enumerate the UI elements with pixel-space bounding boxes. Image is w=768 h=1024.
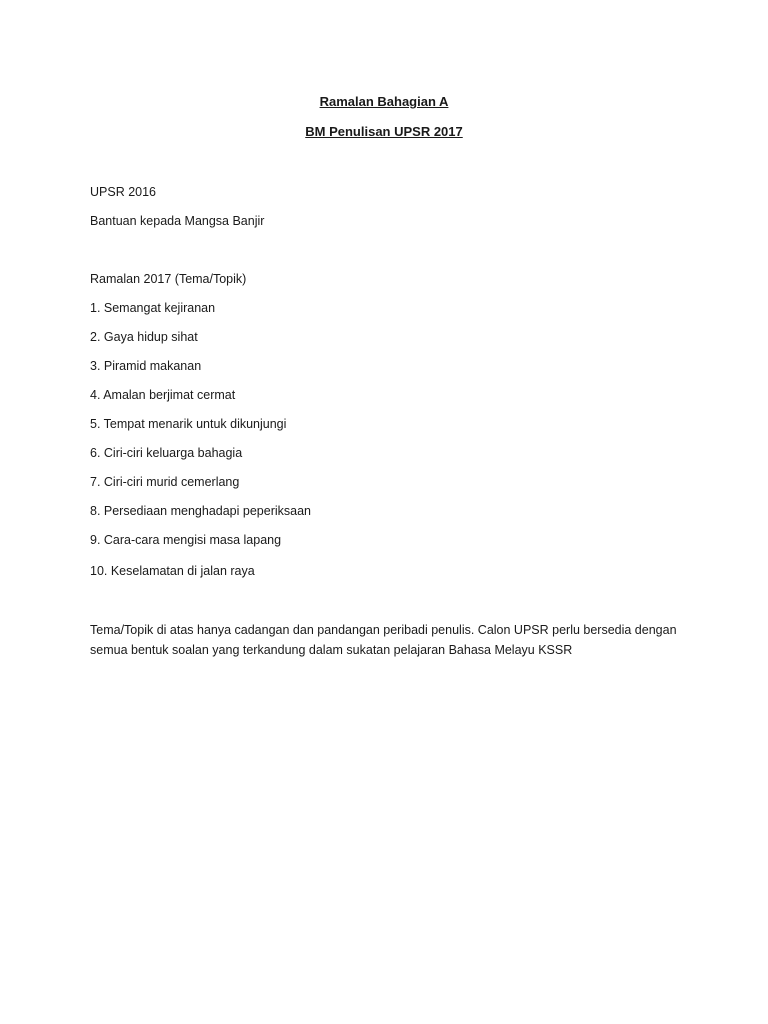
- document-subtitle: BM Penulisan UPSR 2017: [305, 124, 463, 139]
- forecast-item: 9. Cara-cara mengisi masa lapang: [90, 533, 282, 547]
- forecast-item: 5. Tempat menarik untuk dikunjungi: [90, 417, 287, 431]
- document-title: Ramalan Bahagian A: [319, 94, 449, 109]
- forecast-item: 2. Gaya hidup sihat: [90, 330, 198, 344]
- forecast-heading: Ramalan 2017 (Tema/Topik): [90, 272, 247, 286]
- forecast-item: 7. Ciri-ciri murid cemerlang: [90, 475, 240, 489]
- previous-year-label: UPSR 2016: [90, 185, 157, 199]
- forecast-item: 6. Ciri-ciri keluarga bahagia: [90, 446, 243, 460]
- forecast-item: 3. Piramid makanan: [90, 359, 202, 373]
- forecast-item: 4. Amalan berjimat cermat: [90, 388, 236, 402]
- disclaimer-paragraph: Tema/Topik di atas hanya cadangan dan pandangan peribadi penulis. Calon UPSR perlu bersedia dengan semua bentuk soalan yang terkandung dalam sukatan pelajaran Bahasa Melayu KSSR: [90, 623, 677, 657]
- forecast-item: 10. Keselamatan di jalan raya: [90, 564, 255, 578]
- forecast-item: 8. Persediaan menghadapi peperiksaan: [90, 504, 311, 518]
- previous-year-topic: Bantuan kepada Mangsa Banjir: [90, 214, 265, 228]
- forecast-item: 1. Semangat kejiranan: [90, 301, 216, 315]
